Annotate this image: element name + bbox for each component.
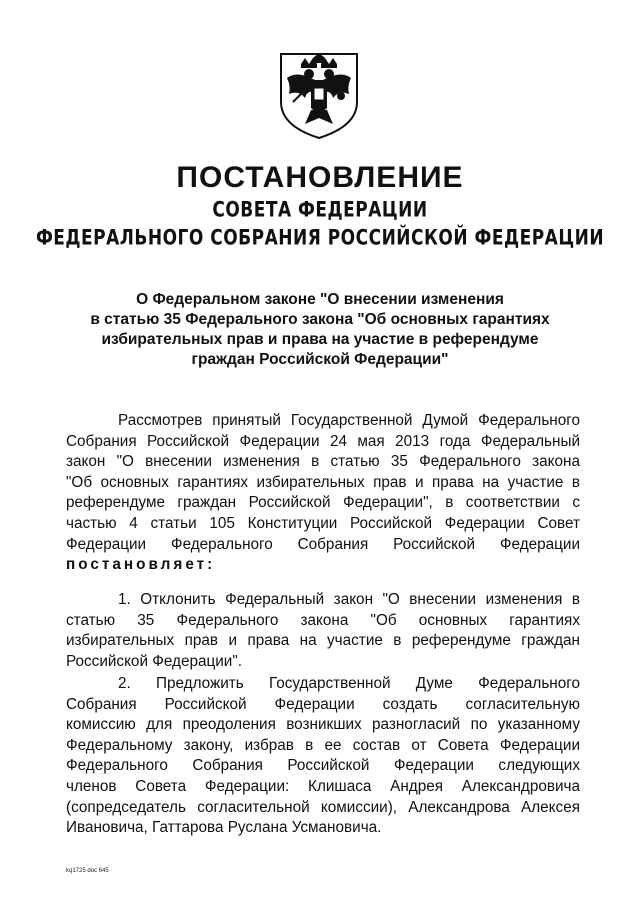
text-line: закон "О внесении изменения в статью 35 Федерального закона [66,453,580,471]
point-2-paragraph [66,674,580,839]
text-line: Федерации Федерального Собрания Российской Федерации [66,535,580,553]
document-reference: kq1725 doc 645 [66,868,109,874]
text-line: Федеральному закону, избрав в ее состав от Совета Федерации [66,736,580,754]
text-line: Ивановича, Гаттарова Руслана Усмановича. [66,819,382,837]
text-line: Рассмотрев принятый Государственной Думой Федерального [118,412,580,429]
issuer-subtitle-full: ФЕДЕРАЛЬНОГО СОБРАНИЯ РОССИЙСКОЙ ФЕДЕРАЦИИ [35,225,605,251]
text-line: 2. Предложить Государственной Думе Федерального [118,675,580,692]
text-line: статью 35 Федерального закона "Об основных гарантиях [66,611,580,629]
text-line: Российской Федерации". [66,652,243,670]
heading-line: граждан Российской Федерации" [191,351,449,368]
resolution-heading [60,290,580,370]
point-1-paragraph [66,590,580,672]
text-line: членов Совета Федерации: Клишаса Андрея Александровича [66,777,580,795]
text-line: избирательных прав и права на участие в референдуме граждан [66,632,580,650]
text-line: Федерального Собрания Российской Федерации следующих [66,757,580,775]
heading-line: О Федеральном законе "О внесении изменения [136,291,504,308]
text-line: 1. Отклонить Федеральный закон "О внесении изменения в [118,591,580,608]
preamble-paragraph [66,411,580,576]
issuer-subtitle: СОВЕТА ФЕДЕРАЦИИ [212,197,428,223]
coat-of-arms-emblem-icon [271,50,367,142]
heading-line: в статью 35 Федерального закона "Об основных гарантиях [90,311,550,328]
text-line: частью 4 статьи 105 Конституции Российской Федерации Совет [66,514,580,532]
heading-line: избирательных прав и права на участие в референдуме [101,331,539,348]
resolves-keyword: постановляет: [66,556,216,574]
text-line: (сопредседатель согласительной комиссии), Александрова Алексея [66,798,580,816]
text-line: "Об основных гарантиях избирательных прав и права на участие в [66,473,580,491]
text-line: Собрания Российской Федерации 24 мая 2013 года Федеральный [66,432,580,450]
text-line: Собрания Российской Федерации создать согласительную [66,695,580,713]
document-title: ПОСТАНОВЛЕНИЕ [176,161,464,194]
text-line: референдуме граждан Российской Федерации", в соответствии с [66,494,580,512]
text-line: комиссию для преодоления возникших разногласий по указанному [66,716,580,734]
